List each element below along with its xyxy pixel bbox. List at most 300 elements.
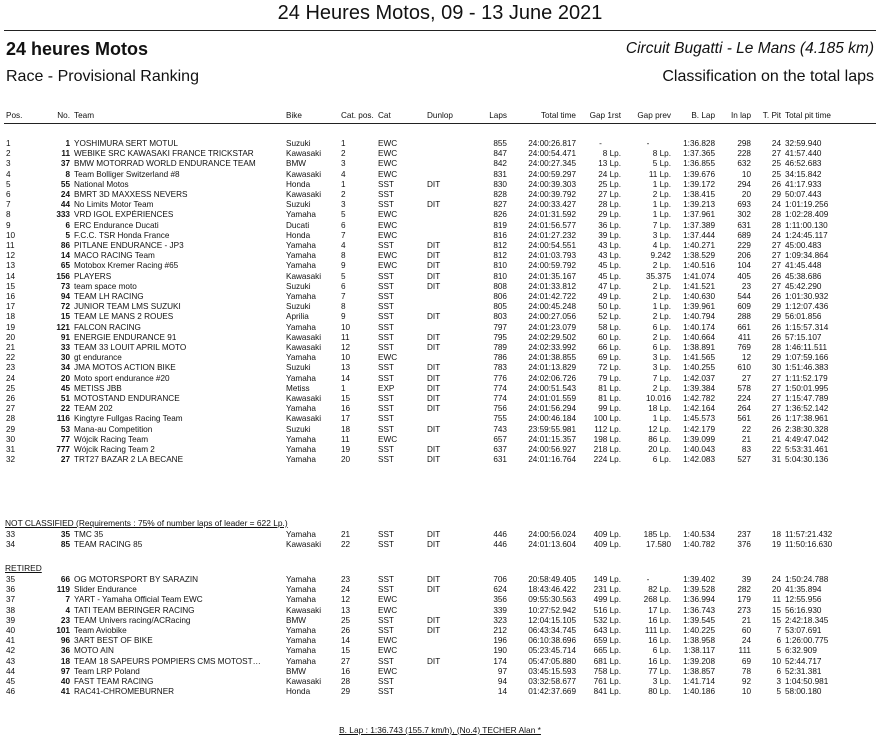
cell-tyre	[425, 210, 471, 220]
cell-tyre: DIT	[427, 626, 441, 636]
cell-in-lap: 631	[737, 220, 751, 230]
cell-laps: 805	[493, 302, 507, 312]
cell-laps: 323	[493, 615, 507, 625]
cell-total-time: 24:00:59.297	[528, 169, 576, 179]
cell-pos: 15	[6, 281, 16, 291]
column-header-best-lap: B. Lap	[691, 111, 715, 120]
column-header-total-time: Total time	[540, 111, 576, 120]
cell-gap-first: 50 Lp.	[598, 302, 621, 312]
cell-laps: 174	[493, 656, 507, 666]
cell-cat-pos: 7	[341, 230, 346, 240]
cell-total-time: 01:42:37.669	[528, 687, 576, 697]
cell-team: TEAM LE MANS 2 ROUES	[74, 312, 174, 322]
cell-team: BMRT 3D MAXXESS NEVERS	[74, 190, 188, 200]
cell-pos: 29	[6, 424, 16, 434]
cell-category: EWC	[378, 605, 398, 615]
cell-total-time: 05:23:45.714	[528, 646, 576, 656]
table-row	[4, 180, 876, 190]
cell-best-lap: 1:42.164	[683, 404, 715, 414]
cell-cat-pos: 24	[341, 585, 351, 595]
cell-gap-prev: 2 Lp.	[652, 292, 671, 302]
cell-total-time: 24:01:01.559	[528, 394, 576, 404]
cell-total-time: 06:43:34.745	[528, 626, 576, 636]
cell-bike: Yamaha	[286, 595, 316, 605]
cell-in-lap: 23	[741, 281, 751, 291]
cell-tyre	[425, 139, 471, 149]
cell-team: BMW MOTORRAD WORLD ENDURANCE TEAM	[74, 159, 256, 169]
cell-in-lap: 22	[741, 424, 751, 434]
cell-tyre: DIT	[427, 530, 441, 539]
cell-category: EXP	[378, 383, 395, 393]
cell-gap-prev: 17 Lp.	[648, 605, 671, 615]
cell-number: 33	[60, 343, 70, 353]
cell-cat-pos: 2	[341, 149, 346, 159]
cell-team: TATI TEAM BERINGER RACING	[74, 605, 195, 615]
cell-gap-prev: 6 Lp.	[652, 646, 671, 656]
cell-in-lap: 282	[737, 585, 751, 595]
cell-pos: 24	[6, 373, 16, 383]
cell-bike: Yamaha	[286, 373, 316, 383]
cell-cat-pos: 23	[341, 575, 351, 584]
cell-gap-prev: 80 Lp.	[648, 687, 671, 697]
cell-laps: 795	[493, 332, 507, 342]
cell-total-pit-time: 1:26:00.775	[785, 636, 829, 646]
cell-gap-first: 218 Lp.	[593, 445, 621, 455]
cell-best-lap: 1:41.714	[683, 677, 715, 687]
cell-best-lap: 1:40.186	[683, 687, 715, 697]
cell-team: METISS JBB	[74, 383, 122, 393]
cell-in-lap: 206	[737, 251, 751, 261]
cell-tyre: DIT	[427, 455, 441, 465]
cell-total-time: 24:01:15.357	[528, 434, 576, 444]
cell-bike: Yamaha	[286, 292, 316, 302]
cell-total-time: 24:00:56.927	[528, 445, 576, 455]
cell-number: 14	[60, 251, 70, 261]
cell-team: JUNIOR TEAM LMS SUZUKI	[74, 302, 181, 312]
cell-total-pit-time: 1:50:24.788	[785, 575, 829, 584]
cell-total-time: 24:01:42.722	[528, 292, 576, 302]
table-row	[4, 149, 876, 159]
cell-pos: 37	[6, 595, 16, 605]
cell-in-lap: 693	[737, 200, 751, 210]
cell-bike: Yamaha	[286, 241, 316, 251]
cell-in-lap: 12	[741, 353, 751, 363]
cell-number: 45	[60, 383, 70, 393]
cell-total-pit: 3	[776, 677, 781, 687]
cell-number: 119	[56, 585, 70, 595]
cell-cat-pos: 6	[341, 220, 346, 230]
cell-gap-first: 29 Lp.	[598, 210, 621, 220]
cell-category: EWC	[378, 159, 398, 169]
divider	[4, 30, 876, 31]
table-row	[4, 159, 876, 169]
cell-best-lap: 1:40.271	[683, 241, 715, 251]
cell-number: 15	[60, 312, 70, 322]
cell-cat-pos: 11	[341, 332, 350, 342]
cell-total-time: 06:10:38.696	[528, 636, 576, 646]
table-row	[4, 575, 876, 585]
cell-team: MOTO AIN	[74, 646, 114, 656]
cell-total-pit-time: 1:15:47.789	[785, 394, 829, 404]
cell-cat-pos: 27	[341, 656, 351, 666]
cell-number: 51	[60, 394, 70, 404]
cell-tyre: DIT	[427, 585, 441, 595]
cell-bike: Metiss	[286, 383, 310, 393]
cell-total-time: 24:01:35.167	[528, 271, 576, 281]
cell-laps: 855	[493, 139, 507, 148]
cell-cat-pos: 10	[341, 353, 351, 363]
table-row	[4, 312, 876, 322]
cell-category: SST	[378, 615, 394, 625]
cell-in-lap: 294	[737, 179, 751, 189]
cell-gap-prev: 35.375	[645, 271, 671, 281]
cell-gap-first: 409 Lp.	[593, 540, 621, 550]
cell-gap-first: 27 Lp.	[598, 190, 621, 200]
cell-total-time: 03:45:15.593	[528, 666, 576, 676]
cell-gap-first: 499 Lp.	[593, 595, 621, 605]
cell-bike: Yamaha	[286, 455, 316, 465]
cell-cat-pos: 6	[341, 281, 346, 291]
cell-total-time: 24:01:38.855	[528, 353, 576, 363]
cell-in-lap: 60	[741, 626, 751, 636]
cell-in-lap: 411	[737, 332, 751, 342]
cell-total-pit: 26	[771, 179, 781, 189]
cell-number: 65	[60, 261, 70, 271]
cell-gap-first: 45 Lp.	[598, 271, 621, 281]
cell-cat-pos: 11	[341, 434, 350, 444]
table-row	[4, 530, 876, 540]
cell-pos: 25	[6, 383, 16, 393]
cell-gap-prev: 6 Lp.	[652, 343, 671, 353]
cell-team: Team LRP Poland	[74, 666, 140, 676]
not-classified-table	[4, 530, 876, 550]
cell-tyre	[425, 292, 471, 302]
cell-in-lap: 298	[737, 139, 751, 148]
cell-total-time: 03:32:58.677	[528, 677, 576, 687]
cell-team: Kingtyre Fullgas Racing Team	[74, 414, 183, 424]
cell-total-time: 24:00:54.551	[528, 241, 576, 251]
cell-laps: 774	[493, 383, 507, 393]
cell-category: SST	[378, 179, 394, 189]
cell-best-lap: 1:40.794	[683, 312, 715, 322]
cell-gap-first: 81 Lp.	[598, 383, 621, 393]
cell-total-pit: 11	[772, 595, 781, 605]
cell-category: EWC	[378, 139, 398, 148]
cell-laps: 812	[493, 241, 507, 251]
cell-in-lap: 104	[737, 261, 751, 271]
cell-team: FAST TEAM RACING	[74, 677, 154, 687]
cell-best-lap: 1:40.225	[683, 626, 715, 636]
cell-total-pit-time: 34:15.842	[785, 169, 822, 179]
cell-laps: 827	[493, 200, 507, 210]
cell-pos: 45	[6, 677, 16, 687]
cell-number: 121	[56, 322, 70, 332]
cell-pos: 36	[6, 585, 16, 595]
cell-laps: 806	[493, 292, 507, 302]
table-row	[4, 646, 876, 656]
cell-total-pit: 27	[771, 251, 781, 261]
cell-laps: 97	[497, 666, 507, 676]
cell-laps: 774	[493, 394, 507, 404]
cell-tyre	[425, 677, 471, 687]
cell-total-time: 10:27:52.942	[528, 605, 576, 615]
cell-gap-prev: 1 Lp.	[652, 179, 671, 189]
cell-category: EWC	[378, 149, 398, 159]
table-row	[4, 404, 876, 414]
cell-total-pit-time: 2:38:30.328	[785, 424, 829, 434]
cell-cat-pos: 12	[341, 343, 351, 353]
cell-team: Team Aviobike	[74, 626, 127, 636]
column-header-gap-prev: Gap prev	[637, 111, 671, 120]
cell-team: VRD IGOL EXPÉRIENCES	[74, 210, 174, 220]
cell-total-pit: 24	[771, 575, 781, 584]
cell-bike: Yamaha	[286, 445, 316, 455]
cell-category: SST	[378, 332, 394, 342]
cell-tyre: DIT	[427, 271, 441, 281]
cell-best-lap: 1:38.415	[683, 190, 715, 200]
cell-gap-prev: 86 Lp.	[648, 434, 671, 444]
cell-in-lap: 10	[741, 169, 751, 179]
cell-total-pit-time: 6:32.909	[785, 646, 817, 656]
cell-tyre: DIT	[427, 383, 441, 393]
cell-tyre	[425, 170, 471, 180]
cell-best-lap: 1:39.528	[683, 585, 715, 595]
cell-category: SST	[378, 190, 394, 200]
cell-best-lap: 1:40.043	[683, 445, 715, 455]
table-row	[4, 616, 876, 626]
cell-cat-pos: 1	[341, 179, 346, 189]
cell-in-lap: 405	[737, 271, 751, 281]
cell-team: PITLANE ENDURANCE - JP3	[74, 241, 184, 251]
cell-gap-prev: 16 Lp.	[648, 615, 671, 625]
cell-gap-first: 841 Lp.	[593, 687, 621, 697]
cell-number: 94	[60, 292, 70, 302]
table-row	[4, 241, 876, 251]
cell-cat-pos: 7	[341, 292, 346, 302]
cell-bike: BMW	[286, 615, 307, 625]
cell-tyre: DIT	[427, 343, 441, 353]
cell-laps: 212	[493, 626, 507, 636]
column-header-row	[4, 111, 876, 123]
cell-bike: Kawasaki	[286, 343, 322, 353]
cell-cat-pos: 17	[341, 414, 351, 424]
cell-cat-pos: 18	[341, 424, 351, 434]
cell-gap-first: 643 Lp.	[593, 626, 621, 636]
cell-laps: 190	[493, 646, 507, 656]
cell-number: 22	[60, 404, 70, 414]
cell-total-pit: 27	[771, 149, 781, 159]
cell-cat-pos: 13	[341, 363, 351, 373]
table-row	[4, 139, 876, 149]
cell-total-pit-time: 52:31.381	[785, 666, 822, 676]
cell-team: team space moto	[74, 281, 137, 291]
cell-number: 8	[65, 169, 70, 179]
cell-gap-first: 532 Lp.	[593, 615, 621, 625]
cell-gap-first: 45 Lp.	[598, 261, 621, 271]
cell-category: EWC	[378, 251, 398, 261]
cell-cat-pos: 10	[341, 322, 351, 332]
cell-in-lap: 237	[737, 530, 751, 539]
cell-total-pit-time: 45:38.686	[785, 271, 822, 281]
cell-number: 11	[61, 149, 70, 159]
cell-in-lap: 376	[737, 540, 751, 550]
table-row	[4, 425, 876, 435]
cell-best-lap: 1:39.172	[683, 179, 715, 189]
cell-gap-first: 47 Lp.	[598, 281, 621, 291]
cell-cat-pos: 19	[341, 445, 351, 455]
cell-best-lap: 1:38.117	[683, 646, 715, 656]
cell-total-pit: 27	[771, 241, 781, 251]
cell-total-pit-time: 53:07.691	[785, 626, 822, 636]
cell-team: JMA MOTOS ACTION BIKE	[74, 363, 176, 373]
cell-laps: 624	[493, 585, 507, 595]
table-row	[4, 677, 876, 687]
cell-gap-prev: 16 Lp.	[648, 636, 671, 646]
cell-in-lap: 609	[737, 302, 751, 312]
table-row	[4, 170, 876, 180]
cell-team: Wójcik Racing Team	[74, 434, 149, 444]
cell-laps: 826	[493, 210, 507, 220]
cell-team: ERC Endurance Ducati	[74, 220, 159, 230]
cell-gap-first: 52 Lp.	[598, 312, 621, 322]
cell-pos: 2	[6, 149, 11, 159]
cell-bike: Kawasaki	[286, 394, 322, 404]
cell-team: gt endurance	[74, 353, 122, 363]
cell-tyre	[425, 435, 471, 445]
cell-bike: Kawasaki	[286, 169, 322, 179]
cell-bike: Yamaha	[286, 210, 316, 220]
table-row	[4, 455, 876, 465]
cell-best-lap: 1:39.099	[683, 434, 715, 444]
cell-total-time: 24:00:26.817	[528, 139, 576, 148]
cell-gap-first: 60 Lp.	[598, 332, 621, 342]
cell-team: TEAM 18 SAPEURS POMPIERS CMS MOTOST…	[74, 656, 261, 666]
cell-total-pit: 24	[771, 139, 781, 148]
cell-total-pit-time: 4:49:47.042	[785, 434, 829, 444]
cell-pos: 23	[6, 363, 16, 373]
cell-team: FALCON RACING	[74, 322, 141, 332]
cell-total-time: 09:55:30.563	[528, 595, 576, 605]
cell-total-time: 12:04:15.105	[528, 615, 576, 625]
cell-in-lap: 224	[737, 394, 751, 404]
cell-team: Motobox Kremer Racing #65	[74, 261, 179, 271]
cell-laps: 810	[493, 271, 507, 281]
cell-pos: 9	[6, 220, 11, 230]
cell-cat-pos: 5	[341, 271, 346, 281]
cell-cat-pos: 2	[341, 190, 346, 200]
classification-title: Classification on the total laps	[662, 68, 874, 85]
cell-laps: 803	[493, 312, 507, 322]
cell-total-pit-time: 12:55.956	[785, 595, 822, 605]
cell-bike: Yamaha	[286, 434, 316, 444]
cell-cat-pos: 15	[341, 646, 351, 656]
cell-laps: 631	[493, 455, 507, 465]
cell-tyre	[425, 667, 471, 677]
cell-category: SST	[378, 626, 394, 636]
cell-tyre: DIT	[427, 656, 441, 666]
table-row	[4, 251, 876, 261]
cell-laps: 637	[493, 445, 507, 455]
cell-team: TRT27 BAZAR 2 LA BECANE	[74, 455, 184, 465]
cell-best-lap: 1:39.676	[683, 169, 715, 179]
cell-best-lap: 1:39.402	[683, 575, 715, 584]
cell-gap-first: 516 Lp.	[593, 605, 621, 615]
cell-gap-first: 761 Lp.	[593, 677, 621, 687]
cell-team: MACO RACING Team	[74, 251, 155, 261]
cell-gap-prev: 16 Lp.	[648, 656, 671, 666]
cell-gap-prev: 82 Lp.	[648, 585, 671, 595]
cell-total-time: 24:01:16.764	[528, 455, 576, 465]
cell-total-pit: 26	[771, 271, 781, 281]
cell-team: Wójcik Racing Team 2	[74, 445, 155, 455]
cell-total-pit: 5	[776, 646, 781, 656]
cell-in-lap: 10	[741, 687, 751, 697]
cell-gap-prev: 2 Lp.	[652, 383, 671, 393]
cell-laps: 776	[493, 373, 507, 383]
cell-pos: 40	[6, 626, 16, 636]
cell-bike: Aprilia	[286, 312, 309, 322]
cell-total-pit-time: 1:24:45.117	[785, 230, 828, 240]
cell-category: EWC	[378, 595, 398, 605]
cell-pos: 26	[6, 394, 16, 404]
cell-bike: Yamaha	[286, 636, 316, 646]
cell-total-pit: 15	[771, 605, 781, 615]
cell-gap-prev: 7 Lp.	[652, 220, 671, 230]
cell-in-lap: 561	[737, 414, 751, 424]
cell-laps: 756	[493, 404, 507, 414]
cell-total-pit: 6	[776, 666, 781, 676]
cell-category: SST	[378, 445, 394, 455]
cell-total-time: 24:00:27.345	[528, 159, 576, 169]
cell-total-pit: 29	[771, 302, 781, 312]
cell-category: SST	[378, 394, 394, 404]
cell-number: 777	[56, 445, 70, 455]
cell-bike: Suzuki	[286, 424, 311, 434]
cell-cat-pos: 22	[341, 540, 351, 550]
cell-tyre	[425, 190, 471, 200]
cell-gap-first: 69 Lp.	[598, 353, 621, 363]
cell-total-pit-time: 1:17:38.961	[785, 414, 829, 424]
cell-bike: Yamaha	[286, 626, 316, 636]
cell-total-time: 24:00:27.056	[528, 312, 576, 322]
cell-total-pit: 19	[771, 540, 781, 550]
cell-bike: BMW	[286, 666, 307, 676]
cell-tyre: DIT	[427, 251, 441, 261]
cell-tyre: DIT	[427, 241, 441, 251]
cell-gap-prev: 7 Lp.	[652, 373, 671, 383]
cell-pos: 17	[6, 302, 16, 312]
cell-total-pit-time: 1:04:50.981	[785, 677, 829, 687]
cell-total-time: 24:00:46.184	[528, 414, 576, 424]
cell-laps: 808	[493, 281, 507, 291]
cell-team: WEBIKE SRC KAWASAKI FRANCE TRICKSTAR	[74, 149, 254, 159]
table-row	[4, 626, 876, 636]
page-title: 24 Heures Motos, 09 - 13 June 2021	[277, 2, 603, 24]
cell-gap-prev: 2 Lp.	[652, 312, 671, 322]
cell-bike: Honda	[286, 179, 311, 189]
cell-gap-prev: 185 Lp.	[643, 530, 671, 539]
table-row	[4, 292, 876, 302]
cell-category: SST	[378, 363, 394, 373]
cell-team: 3ART BEST OF BIKE	[74, 636, 153, 646]
cell-tyre: DIT	[427, 575, 441, 584]
cell-in-lap: 92	[741, 677, 751, 687]
cell-team: PLAYERS	[74, 271, 112, 281]
cell-laps: 755	[493, 414, 507, 424]
cell-bike: Yamaha	[286, 404, 316, 414]
cell-bike: Yamaha	[286, 575, 316, 584]
cell-number: 101	[56, 626, 70, 636]
